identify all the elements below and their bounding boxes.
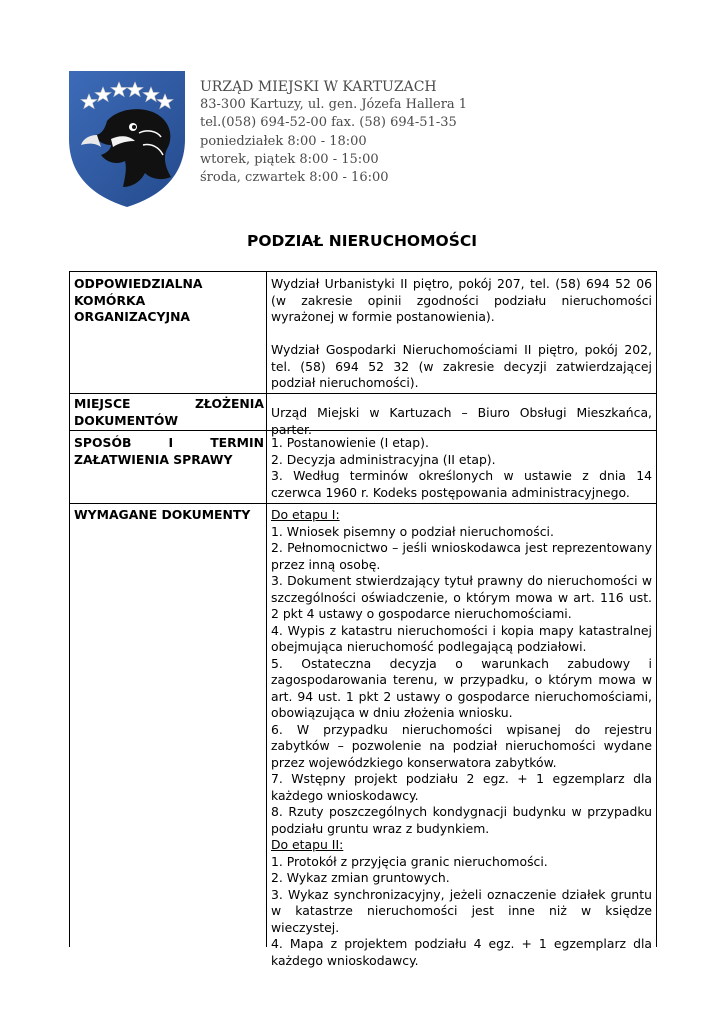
office-info: [200, 78, 467, 187]
table-border-right: [656, 271, 657, 947]
table-border-left: [69, 271, 70, 947]
row-value-responsible-unit: [271, 276, 652, 392]
list-item: 2. Pełnomocnictwo – jeśli wnioskodawca jest reprezentowany przez inną osobę.: [271, 540, 652, 572]
stage-1-heading: Do etapu I:: [271, 507, 340, 522]
paragraph-gospodarka: Wydział Gospodarki Nieruchomościami II piętro, pokój 202, tel. (58) 694 52 32 (w zakresie decyzji zatwierdzającej podział nieruchomości).: [271, 342, 652, 390]
list-item: 2. Wykaz zmian gruntowych.: [271, 870, 450, 885]
row-value-method-and-deadline: [271, 435, 652, 501]
table-border-middle: [266, 271, 267, 947]
row-value-submission-place: [271, 405, 652, 438]
row-label-method-and-deadline: [74, 435, 264, 468]
letterhead: [0, 0, 724, 210]
list-item: 7. Wstępny projekt podziału 2 egz. + 1 egzemplarz dla każdego wnioskodawcy.: [271, 771, 652, 803]
list-item: 1. Protokół z przyjęcia granic nieruchomości.: [271, 853, 548, 869]
table-border-top: [69, 271, 657, 272]
list-item: 3. Dokument stwierdzający tytuł prawny do nieruchomości w szczególności oświadczenie, o którym mowa w art. 116 ust. 2 pkt 4 ustawy o gospodarce nieruchomościami.: [271, 573, 652, 621]
list-item: 2. Decyzja administracyjna (II etap).: [271, 451, 496, 467]
row-value-required-documents: [271, 507, 652, 969]
table-row-divider: [69, 393, 657, 394]
list-item: 5. Ostateczna decyzja o warunkach zabudowy i zagospodarowania terenu, w przypadku, o którym mowa w art. 94 ust. 1 pkt 2 ustawy o gospodarce nieruchomościami, obowiązująca w dniu złożenia wniosku.: [271, 655, 652, 720]
table-row-divider: [69, 503, 657, 504]
list-item: 3. Według terminów określonych w ustawie z dnia 14 czerwca 1960 r. Kodeks postępowania administracyjnego.: [271, 468, 652, 500]
label-line: KOMÓRKA: [74, 292, 146, 308]
row-label-responsible-unit: [74, 276, 264, 326]
submission-place-text: Urząd Miejski w Kartuzach – Biuro Obsługi Mieszkańca, parter.: [271, 405, 652, 437]
row-label-required-documents: WYMAGANE DOKUMENTY: [74, 507, 251, 522]
label-line: MIEJSCE ZŁOŻENIA: [74, 396, 264, 411]
label-line: ODPOWIEDZIALNA: [74, 276, 203, 291]
label-line: DOKUMENTÓW: [74, 412, 179, 428]
list-item: 6. W przypadku nieruchomości wpisanej do rejestru zabytków – pozwolenie na podział nieruchomości wydane przez wojewódzkiego konserwatora zabytków.: [271, 721, 652, 770]
label-line: ORGANIZACYJNA: [74, 309, 191, 324]
row-label-submission-place: [74, 396, 264, 429]
paragraph-urbanistyka: Wydział Urbanistyki II piętro, pokój 207, tel. (58) 694 52 06 (w zakresie opinii zgodności podziału nieruchomości wyrażonej w formie postanowienia).: [271, 276, 652, 324]
list-item: 4. Mapa z projektem podziału 4 egz. + 1 egzemplarz dla każdego wnioskodawcy.: [271, 936, 652, 968]
list-item: 8. Rzuty poszczególnych kondygnacji budynku w przypadku podziału gruntu wraz z budynkiem.: [271, 804, 652, 836]
office-hours-line: środa, czwartek 8:00 - 16:00: [200, 170, 389, 186]
list-item: 3. Wykaz synchronizacyjny, jeżeli oznaczenie działek gruntu w katastrze nieruchomości jest inne niż w księdze wieczystej.: [271, 886, 652, 935]
office-hours-line: wtorek, piątek 8:00 - 15:00: [200, 151, 379, 167]
office-address: 83-300 Kartuzy, ul. gen. Józefa Hallera 1: [200, 97, 468, 113]
stage-2-heading: Do etapu II:: [271, 837, 344, 852]
city-crest-logo: [67, 69, 187, 209]
label-line: ZAŁATWIENIA SPRAWY: [74, 451, 233, 467]
page-title: PODZIAŁ NIERUCHOMOŚCI: [246, 232, 478, 250]
label-line: SPOSÓB I TERMIN: [74, 435, 264, 450]
list-item: 1. Postanowienie (I etap).: [271, 435, 429, 450]
office-name: URZĄD MIEJSKI W KARTUZACH: [200, 79, 437, 95]
office-hours-line: poniedziałek 8:00 - 18:00: [200, 133, 367, 149]
list-item: 1. Wniosek pisemny o podział nieruchomości.: [271, 523, 554, 539]
list-item: 4. Wypis z katastru nieruchomości i kopia mapy katastralnej obejmująca nieruchomość podlegającą podziałowi.: [271, 622, 652, 654]
office-phone-fax: tel.(058) 694-52-00 fax. (58) 694-51-35: [200, 115, 457, 131]
